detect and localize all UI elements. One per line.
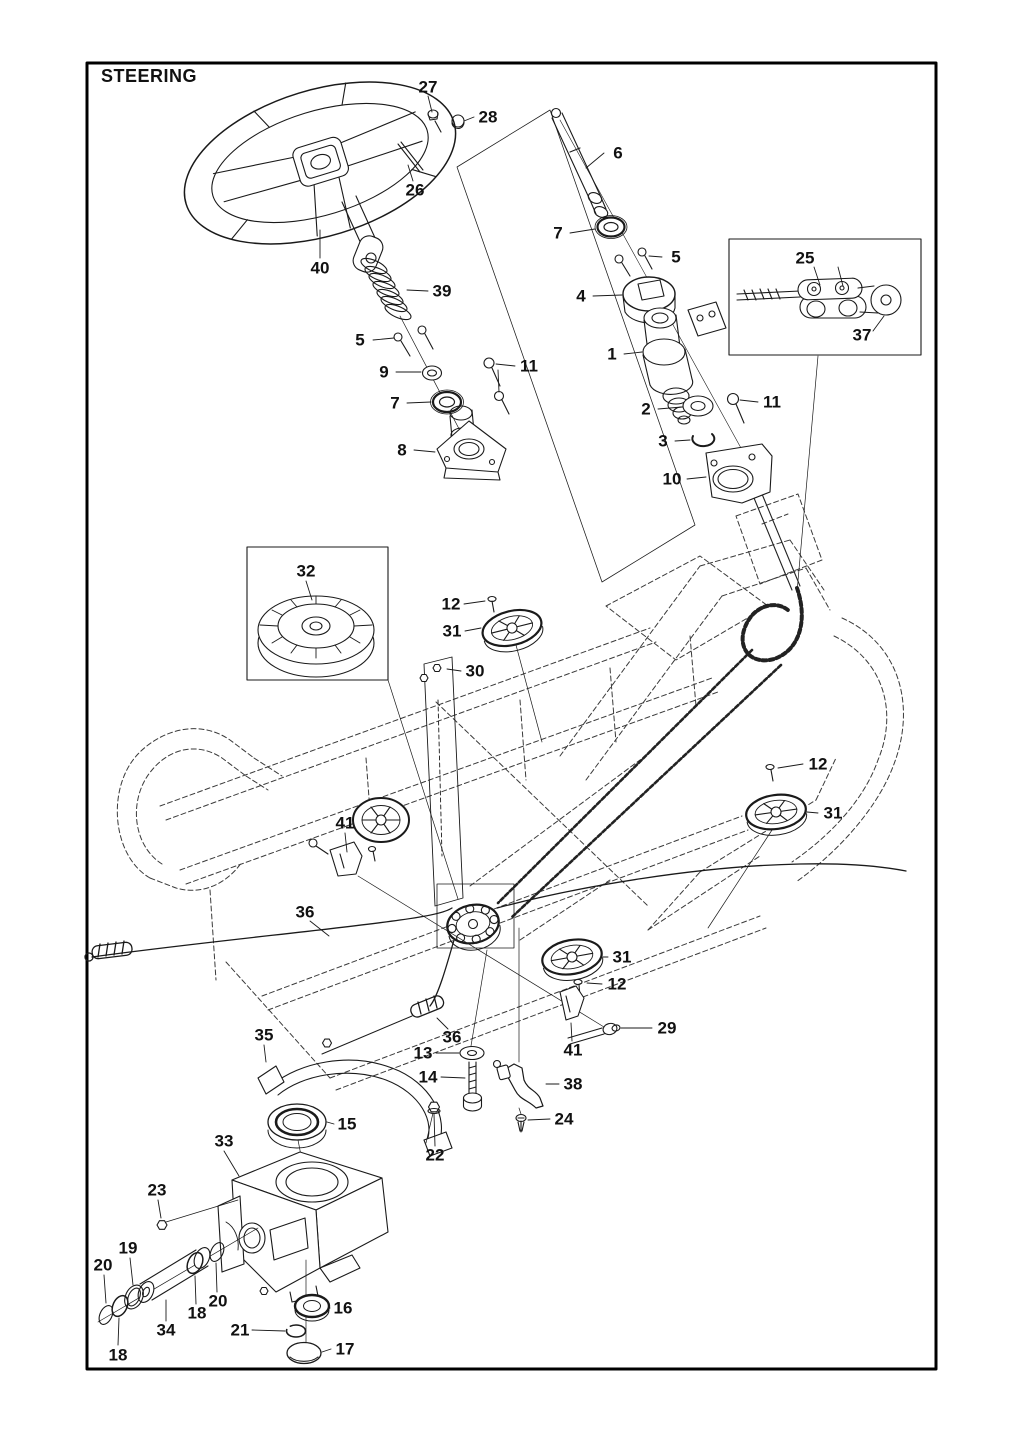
bearing-icon bbox=[431, 390, 464, 414]
leader-line bbox=[310, 921, 329, 936]
end-cap-icon bbox=[287, 1343, 321, 1364]
leader-line bbox=[807, 812, 818, 813]
callout-37: 37 bbox=[852, 325, 872, 345]
bearing-bracket bbox=[437, 421, 506, 480]
callout-27: 27 bbox=[418, 77, 438, 97]
callout-35: 35 bbox=[254, 1025, 274, 1045]
leader-line bbox=[407, 402, 431, 403]
leader-line bbox=[104, 1275, 106, 1303]
callout-25: 25 bbox=[795, 248, 815, 268]
callout-39: 39 bbox=[432, 281, 452, 301]
nut-icon bbox=[323, 1039, 332, 1047]
callout-13: 13 bbox=[413, 1043, 433, 1063]
ball-joint-icon bbox=[495, 392, 510, 415]
leader-line bbox=[687, 477, 706, 479]
leader-line bbox=[373, 338, 394, 340]
callout-15: 15 bbox=[337, 1114, 357, 1134]
washer-icon bbox=[683, 396, 713, 416]
leader-line bbox=[586, 153, 604, 168]
nut-icon bbox=[260, 1288, 268, 1295]
leader-line bbox=[447, 669, 461, 671]
leader-line bbox=[740, 400, 758, 402]
washer-icon bbox=[460, 1047, 484, 1060]
callout-31: 31 bbox=[442, 621, 462, 641]
top-fasteners bbox=[398, 110, 464, 172]
callout-20: 20 bbox=[208, 1291, 228, 1311]
cable-drum-pulley bbox=[437, 884, 514, 955]
callout-12: 12 bbox=[607, 974, 627, 994]
gearbox-assembly bbox=[96, 1039, 452, 1363]
callout-5: 5 bbox=[671, 247, 681, 267]
screw-icon bbox=[418, 326, 433, 349]
callout-6: 6 bbox=[613, 143, 623, 163]
ball-joint-icon bbox=[484, 358, 500, 386]
callout-33: 33 bbox=[214, 1131, 234, 1151]
callout-23: 23 bbox=[147, 1180, 167, 1200]
leader-line bbox=[428, 96, 432, 112]
callout-28: 28 bbox=[478, 107, 498, 127]
callout-11: 11 bbox=[520, 356, 538, 376]
leader-line bbox=[158, 1200, 161, 1218]
nut-icon bbox=[420, 665, 441, 682]
leader-line bbox=[264, 1045, 266, 1062]
callout-16: 16 bbox=[333, 1298, 353, 1318]
steering-support-plate bbox=[424, 657, 463, 906]
chain-detail-inset bbox=[729, 239, 921, 592]
callout-31: 31 bbox=[823, 803, 843, 823]
leader-line bbox=[118, 1318, 119, 1345]
callout-2: 2 bbox=[641, 399, 651, 419]
callout-1: 1 bbox=[607, 344, 617, 364]
leader-line bbox=[195, 1276, 196, 1304]
callout-36: 36 bbox=[442, 1027, 462, 1047]
page-title: STEERING bbox=[101, 66, 198, 86]
callout-41: 41 bbox=[335, 813, 355, 833]
leader-line bbox=[587, 983, 602, 984]
callout-18: 18 bbox=[187, 1303, 207, 1323]
leader-line bbox=[675, 440, 690, 441]
bolt-icon bbox=[464, 1062, 482, 1111]
steering-cable bbox=[85, 864, 906, 1054]
callout-31: 31 bbox=[612, 947, 632, 967]
callout-24: 24 bbox=[554, 1109, 574, 1129]
leader-line bbox=[407, 290, 428, 291]
leader-line bbox=[624, 352, 642, 354]
callout-30: 30 bbox=[465, 661, 485, 681]
screw-icon bbox=[428, 110, 441, 132]
callout-19: 19 bbox=[118, 1238, 138, 1258]
leader-line bbox=[570, 229, 595, 233]
cable-pulley bbox=[540, 935, 606, 985]
screw-icon bbox=[394, 333, 410, 356]
leader-line bbox=[414, 450, 435, 452]
leader-line bbox=[498, 370, 499, 392]
leader-line bbox=[593, 295, 622, 296]
cable-pulley bbox=[479, 604, 547, 657]
screw-icon bbox=[638, 248, 652, 269]
callout-40: 40 bbox=[310, 258, 330, 278]
leader-line bbox=[224, 1151, 239, 1176]
snap-ring-icon bbox=[287, 1325, 306, 1337]
bearing-icon bbox=[595, 216, 627, 239]
callout-22: 22 bbox=[425, 1145, 445, 1165]
callout-12: 12 bbox=[441, 594, 461, 614]
callout-34: 34 bbox=[156, 1320, 176, 1340]
chassis-frame bbox=[117, 494, 903, 1090]
callout-7: 7 bbox=[390, 393, 400, 413]
leader-line bbox=[649, 256, 662, 257]
callout-5: 5 bbox=[355, 330, 365, 350]
callout-26: 26 bbox=[405, 180, 425, 200]
screw-icon bbox=[615, 255, 630, 276]
gearbox-housing bbox=[218, 1152, 388, 1302]
callout-32: 32 bbox=[296, 561, 316, 581]
steering-lever bbox=[494, 1061, 544, 1109]
leader-line bbox=[464, 601, 485, 604]
callout-18: 18 bbox=[108, 1345, 128, 1365]
callout-8: 8 bbox=[397, 440, 407, 460]
leader-line bbox=[778, 764, 803, 768]
leader-line bbox=[252, 1330, 285, 1331]
callout-14: 14 bbox=[418, 1067, 438, 1087]
callout-10: 10 bbox=[662, 469, 682, 489]
snap-ring-icon bbox=[692, 434, 714, 446]
screw-icon bbox=[516, 1108, 526, 1132]
callout-7: 7 bbox=[553, 223, 563, 243]
leader-line bbox=[327, 1122, 334, 1124]
callout-12: 12 bbox=[808, 754, 828, 774]
washer-icon bbox=[423, 366, 442, 380]
upper-shaft-hardware bbox=[394, 316, 509, 480]
callout-41: 41 bbox=[563, 1040, 583, 1060]
ball-joint-icon bbox=[728, 394, 745, 424]
callout-21: 21 bbox=[230, 1320, 250, 1340]
callout-36: 36 bbox=[295, 902, 315, 922]
callout-9: 9 bbox=[379, 362, 389, 382]
cable-pulley bbox=[744, 791, 809, 839]
cable-pulley bbox=[353, 798, 409, 861]
leader-line bbox=[465, 628, 481, 631]
bearing-icon bbox=[295, 1295, 329, 1321]
callout-4: 4 bbox=[576, 286, 586, 306]
support-bracket bbox=[560, 986, 584, 1020]
leader-line bbox=[441, 1077, 465, 1078]
support-bracket bbox=[309, 839, 362, 876]
rod-icon bbox=[398, 142, 423, 172]
leader-line bbox=[571, 1023, 572, 1041]
callout-11: 11 bbox=[763, 392, 781, 412]
callout-3: 3 bbox=[658, 431, 668, 451]
callout-29: 29 bbox=[657, 1018, 677, 1038]
column-bracket bbox=[706, 444, 772, 503]
leader-line bbox=[130, 1258, 133, 1285]
leader-line bbox=[216, 1263, 217, 1292]
leader-line bbox=[464, 117, 474, 121]
leader-line bbox=[528, 1119, 550, 1120]
callout-17: 17 bbox=[335, 1339, 355, 1359]
steering-shaft bbox=[552, 109, 610, 220]
callout-38: 38 bbox=[563, 1074, 583, 1094]
leader-line bbox=[322, 1349, 331, 1352]
callout-20: 20 bbox=[93, 1255, 113, 1275]
leader-line bbox=[496, 364, 515, 366]
